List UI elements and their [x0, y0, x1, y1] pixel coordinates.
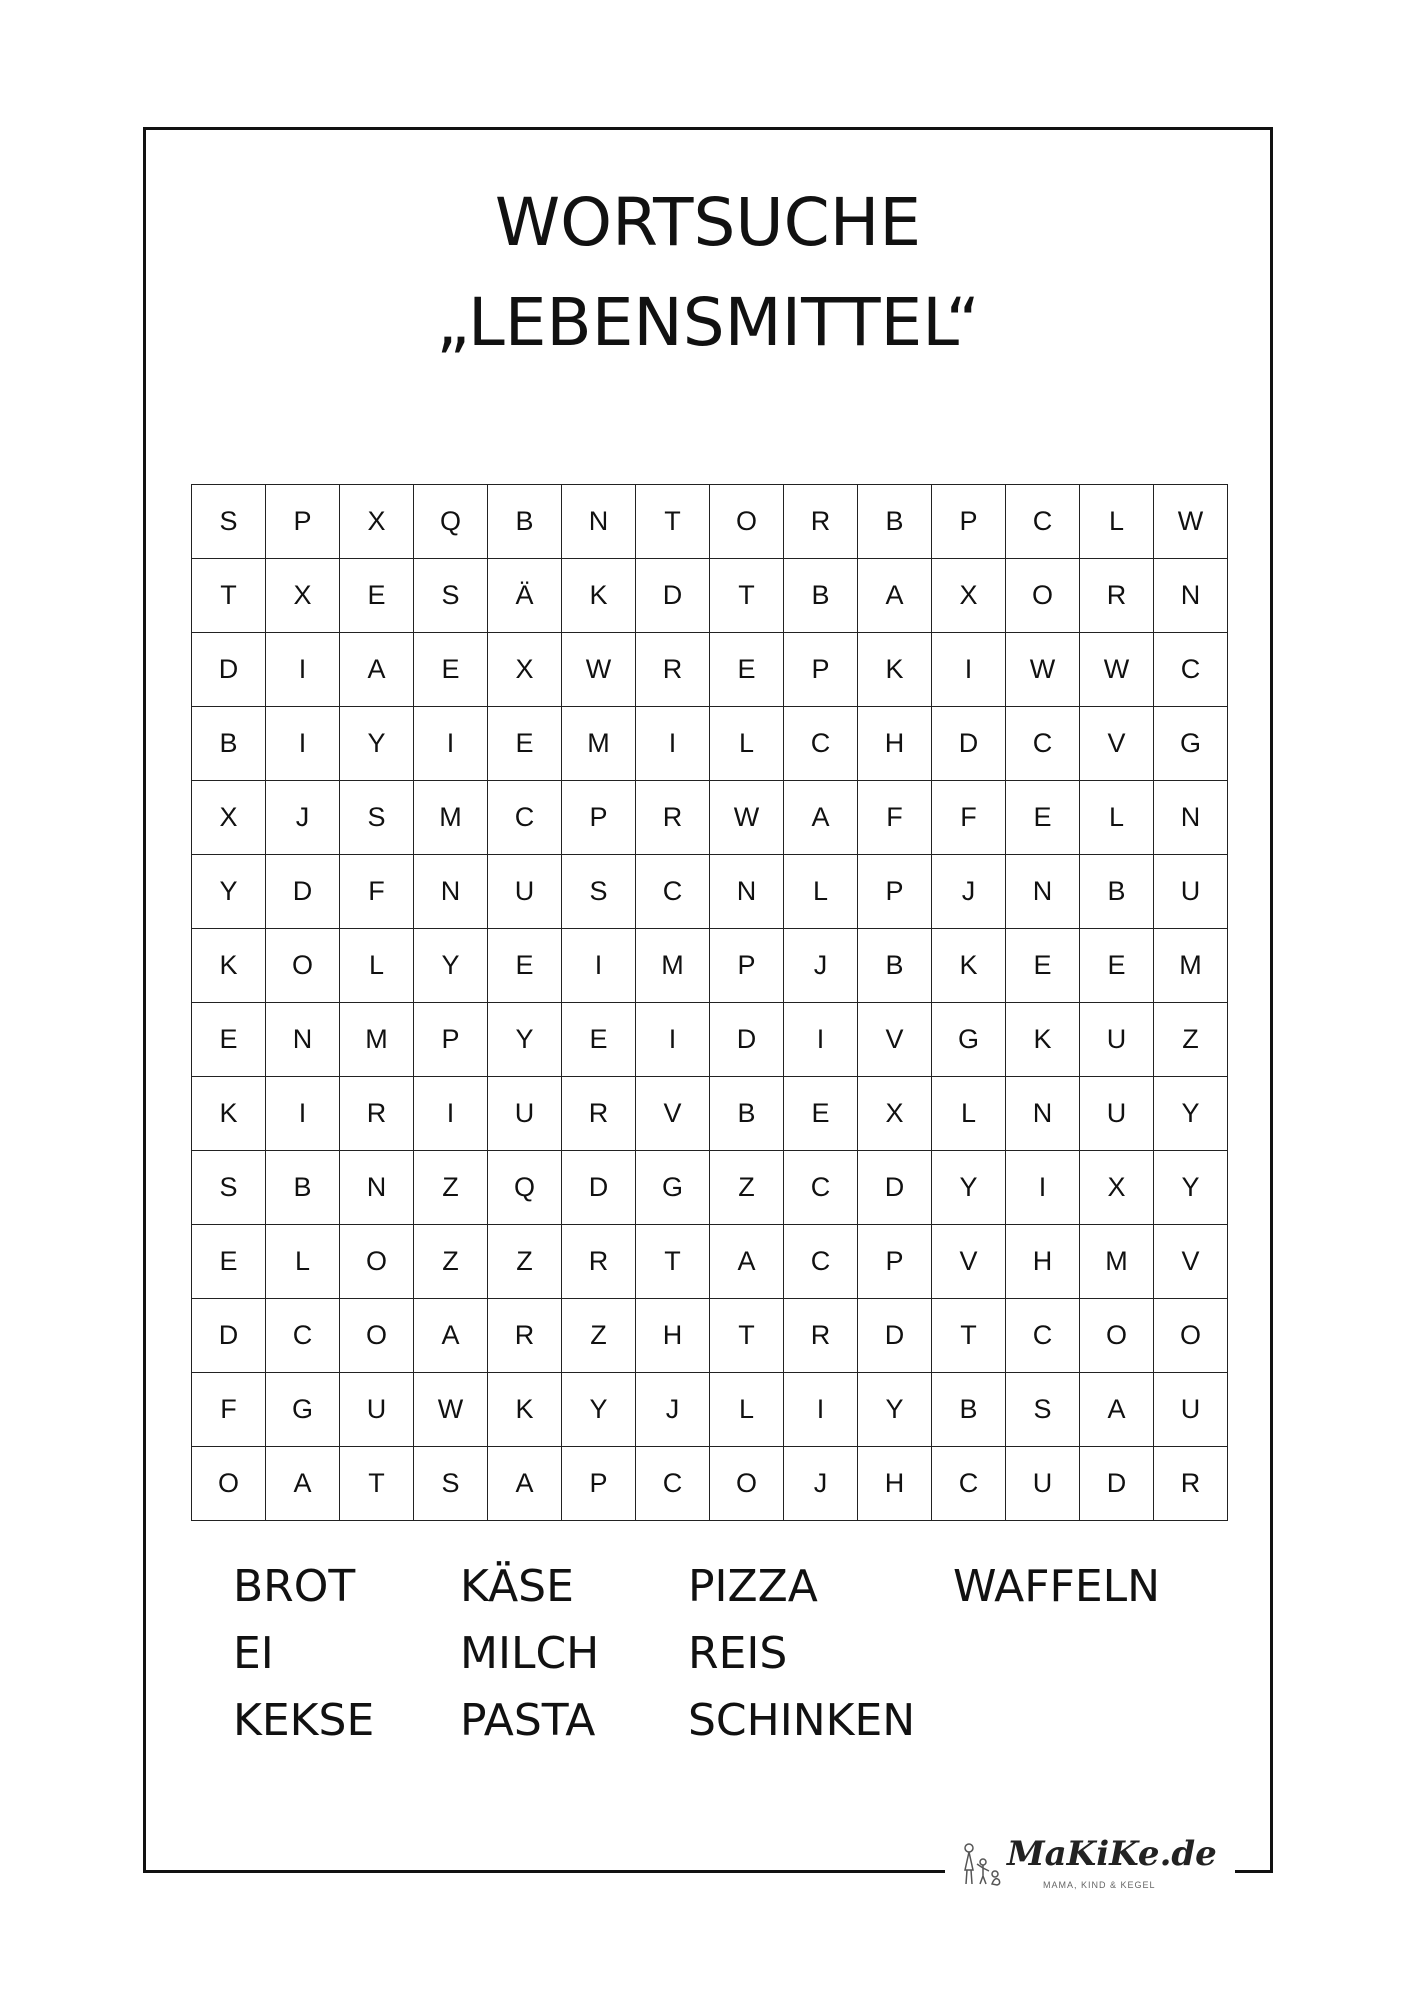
grid-cell: Y: [192, 855, 266, 929]
grid-cell: D: [562, 1151, 636, 1225]
grid-cell: Y: [858, 1373, 932, 1447]
logo-tagline: MAMA, KIND & KEGEL: [1043, 1880, 1156, 1890]
grid-cell: I: [784, 1003, 858, 1077]
word-search-grid: [191, 484, 1228, 1521]
grid-cell: X: [488, 633, 562, 707]
grid-cell: I: [562, 929, 636, 1003]
grid-cell: B: [192, 707, 266, 781]
grid-cell: S: [192, 485, 266, 559]
grid-cell: Z: [1154, 1003, 1228, 1077]
grid-cell: Q: [414, 485, 488, 559]
grid-cell: A: [414, 1299, 488, 1373]
grid-cell: A: [858, 559, 932, 633]
grid-cell: U: [488, 1077, 562, 1151]
grid-cell: R: [636, 781, 710, 855]
grid-cell: M: [414, 781, 488, 855]
grid-cell: K: [932, 929, 1006, 1003]
grid-cell: P: [414, 1003, 488, 1077]
grid-cell: I: [784, 1373, 858, 1447]
grid-cell: K: [192, 929, 266, 1003]
grid-cell: K: [192, 1077, 266, 1151]
page-title: WORTSUCHE: [494, 184, 922, 261]
grid-cell: R: [562, 1225, 636, 1299]
grid-cell: E: [192, 1225, 266, 1299]
grid-cell: M: [340, 1003, 414, 1077]
grid-row: [192, 1003, 1228, 1077]
grid-cell: P: [932, 485, 1006, 559]
grid-cell: D: [710, 1003, 784, 1077]
grid-cell: X: [858, 1077, 932, 1151]
grid-cell: L: [932, 1077, 1006, 1151]
grid-cell: T: [636, 1225, 710, 1299]
grid-cell: V: [932, 1225, 1006, 1299]
grid-cell: C: [1006, 707, 1080, 781]
grid-cell: O: [710, 1447, 784, 1521]
grid-cell: O: [340, 1225, 414, 1299]
grid-cell: D: [192, 633, 266, 707]
grid-cell: O: [1154, 1299, 1228, 1373]
word-list-item: MILCH: [460, 1628, 600, 1679]
grid-cell: M: [1080, 1225, 1154, 1299]
grid-cell: O: [1080, 1299, 1154, 1373]
grid-row: [192, 1299, 1228, 1373]
grid-cell: Y: [340, 707, 414, 781]
grid-cell: S: [192, 1151, 266, 1225]
grid-cell: D: [858, 1299, 932, 1373]
grid-cell: D: [858, 1151, 932, 1225]
grid-cell: M: [636, 929, 710, 1003]
grid-cell: U: [1154, 855, 1228, 929]
grid-cell: D: [192, 1299, 266, 1373]
page-subtitle: „LEBENSMITTEL“: [436, 284, 980, 361]
grid-row: [192, 929, 1228, 1003]
grid-cell: T: [192, 559, 266, 633]
grid-cell: N: [340, 1151, 414, 1225]
grid-cell: X: [932, 559, 1006, 633]
grid-cell: A: [340, 633, 414, 707]
grid-cell: D: [266, 855, 340, 929]
grid-cell: S: [414, 1447, 488, 1521]
word-list-item: PIZZA: [688, 1561, 818, 1612]
grid-cell: C: [488, 781, 562, 855]
grid-cell: C: [784, 707, 858, 781]
grid-cell: N: [1006, 1077, 1080, 1151]
grid-cell: U: [1006, 1447, 1080, 1521]
grid-cell: K: [488, 1373, 562, 1447]
grid-cell: C: [784, 1225, 858, 1299]
grid-cell: Y: [1154, 1077, 1228, 1151]
grid-cell: I: [636, 707, 710, 781]
grid-cell: Z: [710, 1151, 784, 1225]
grid-cell: T: [710, 1299, 784, 1373]
grid-cell: V: [1154, 1225, 1228, 1299]
grid-cell: R: [340, 1077, 414, 1151]
grid-cell: V: [1080, 707, 1154, 781]
grid-cell: G: [636, 1151, 710, 1225]
grid-cell: R: [1154, 1447, 1228, 1521]
grid-cell: M: [1154, 929, 1228, 1003]
grid-cell: V: [636, 1077, 710, 1151]
grid-cell: L: [1080, 781, 1154, 855]
grid-row: [192, 1077, 1228, 1151]
grid-cell: L: [1080, 485, 1154, 559]
grid-cell: I: [414, 707, 488, 781]
grid-cell: W: [1154, 485, 1228, 559]
grid-cell: P: [858, 1225, 932, 1299]
grid-cell: R: [488, 1299, 562, 1373]
grid-cell: W: [414, 1373, 488, 1447]
grid-row: [192, 855, 1228, 929]
grid-cell: B: [932, 1373, 1006, 1447]
grid-cell: N: [1006, 855, 1080, 929]
grid-cell: Z: [414, 1225, 488, 1299]
grid-cell: E: [1080, 929, 1154, 1003]
grid-cell: I: [1006, 1151, 1080, 1225]
grid-cell: I: [636, 1003, 710, 1077]
grid-cell: Y: [488, 1003, 562, 1077]
grid-cell: F: [340, 855, 414, 929]
grid-cell: I: [414, 1077, 488, 1151]
grid-cell: L: [784, 855, 858, 929]
grid-cell: L: [710, 707, 784, 781]
grid-cell: Q: [488, 1151, 562, 1225]
grid-cell: P: [266, 485, 340, 559]
grid-cell: P: [784, 633, 858, 707]
grid-cell: E: [414, 633, 488, 707]
grid-cell: X: [1080, 1151, 1154, 1225]
grid-row: [192, 1225, 1228, 1299]
grid-cell: N: [1154, 559, 1228, 633]
grid-cell: S: [340, 781, 414, 855]
grid-cell: I: [266, 633, 340, 707]
grid-cell: P: [858, 855, 932, 929]
grid-cell: T: [710, 559, 784, 633]
grid-cell: J: [784, 929, 858, 1003]
word-list-item: REIS: [688, 1628, 788, 1679]
grid-cell: R: [1080, 559, 1154, 633]
grid-cell: Y: [562, 1373, 636, 1447]
grid-cell: N: [710, 855, 784, 929]
grid-cell: A: [1080, 1373, 1154, 1447]
grid-cell: G: [266, 1373, 340, 1447]
grid-cell: P: [562, 1447, 636, 1521]
grid-cell: S: [414, 559, 488, 633]
grid-cell: U: [1080, 1077, 1154, 1151]
grid-cell: C: [1006, 485, 1080, 559]
grid-cell: C: [636, 855, 710, 929]
grid-cell: N: [1154, 781, 1228, 855]
grid-row: [192, 781, 1228, 855]
grid-cell: R: [784, 1299, 858, 1373]
word-list-item: KÄSE: [460, 1561, 574, 1612]
grid-cell: E: [784, 1077, 858, 1151]
grid-cell: E: [710, 633, 784, 707]
grid-cell: C: [932, 1447, 1006, 1521]
grid-cell: C: [636, 1447, 710, 1521]
word-list-item: EI: [233, 1628, 274, 1679]
grid-cell: U: [340, 1373, 414, 1447]
grid-cell: N: [266, 1003, 340, 1077]
grid-cell: L: [340, 929, 414, 1003]
grid-cell: X: [266, 559, 340, 633]
grid-cell: D: [636, 559, 710, 633]
grid-cell: B: [488, 485, 562, 559]
grid-cell: Y: [932, 1151, 1006, 1225]
grid-cell: O: [340, 1299, 414, 1373]
grid-cell: H: [858, 707, 932, 781]
grid-cell: C: [1154, 633, 1228, 707]
grid-cell: T: [932, 1299, 1006, 1373]
grid-cell: Z: [562, 1299, 636, 1373]
grid-cell: B: [858, 929, 932, 1003]
grid-cell: L: [266, 1225, 340, 1299]
grid-cell: E: [562, 1003, 636, 1077]
grid-cell: J: [266, 781, 340, 855]
grid-cell: F: [192, 1373, 266, 1447]
grid-row: [192, 1373, 1228, 1447]
grid-cell: E: [1006, 929, 1080, 1003]
grid-cell: S: [1006, 1373, 1080, 1447]
logo: [945, 1832, 1235, 1902]
grid-cell: B: [858, 485, 932, 559]
grid-cell: O: [710, 485, 784, 559]
grid-cell: B: [784, 559, 858, 633]
grid-cell: Ä: [488, 559, 562, 633]
grid-cell: A: [266, 1447, 340, 1521]
grid-cell: J: [932, 855, 1006, 929]
grid-cell: A: [784, 781, 858, 855]
grid-cell: Y: [1154, 1151, 1228, 1225]
logo-wordmark: MaKiKe.de: [1007, 1834, 1217, 1874]
grid-row: [192, 1151, 1228, 1225]
grid-cell: E: [192, 1003, 266, 1077]
grid-cell: H: [636, 1299, 710, 1373]
grid-cell: K: [562, 559, 636, 633]
grid-cell: X: [192, 781, 266, 855]
grid-cell: E: [488, 707, 562, 781]
grid-cell: W: [562, 633, 636, 707]
grid-cell: U: [1080, 1003, 1154, 1077]
grid-cell: D: [1080, 1447, 1154, 1521]
grid-cell: T: [340, 1447, 414, 1521]
grid-row: [192, 633, 1228, 707]
grid-cell: O: [1006, 559, 1080, 633]
grid-row: [192, 1447, 1228, 1521]
grid-row: [192, 559, 1228, 633]
word-list-item: WAFFELN: [953, 1561, 1161, 1612]
grid-cell: D: [932, 707, 1006, 781]
grid-cell: O: [192, 1447, 266, 1521]
grid-cell: P: [562, 781, 636, 855]
grid-cell: H: [858, 1447, 932, 1521]
grid-cell: W: [710, 781, 784, 855]
grid-cell: I: [932, 633, 1006, 707]
grid-cell: N: [414, 855, 488, 929]
grid-cell: R: [784, 485, 858, 559]
grid-cell: R: [636, 633, 710, 707]
grid-cell: W: [1006, 633, 1080, 707]
grid-cell: B: [1080, 855, 1154, 929]
grid-cell: E: [340, 559, 414, 633]
grid-cell: O: [266, 929, 340, 1003]
word-list-item: SCHINKEN: [688, 1695, 916, 1746]
word-list-item: KEKSE: [233, 1695, 375, 1746]
word-list-item: BROT: [233, 1561, 356, 1612]
grid-cell: N: [562, 485, 636, 559]
grid-row: [192, 707, 1228, 781]
grid-cell: G: [932, 1003, 1006, 1077]
grid-cell: A: [488, 1447, 562, 1521]
grid-cell: P: [710, 929, 784, 1003]
grid-cell: L: [710, 1373, 784, 1447]
grid-cell: T: [636, 485, 710, 559]
grid-cell: K: [1006, 1003, 1080, 1077]
grid-cell: E: [1006, 781, 1080, 855]
grid-cell: W: [1080, 633, 1154, 707]
word-list-item: PASTA: [460, 1695, 596, 1746]
grid-cell: B: [266, 1151, 340, 1225]
grid-cell: C: [1006, 1299, 1080, 1373]
grid-cell: E: [488, 929, 562, 1003]
grid-cell: X: [340, 485, 414, 559]
grid-cell: G: [1154, 707, 1228, 781]
grid-cell: I: [266, 1077, 340, 1151]
grid-cell: F: [858, 781, 932, 855]
grid-cell: J: [784, 1447, 858, 1521]
grid-cell: A: [710, 1225, 784, 1299]
grid-cell: U: [488, 855, 562, 929]
grid-cell: M: [562, 707, 636, 781]
grid-cell: R: [562, 1077, 636, 1151]
grid-cell: K: [858, 633, 932, 707]
grid-cell: J: [636, 1373, 710, 1447]
grid-cell: H: [1006, 1225, 1080, 1299]
family-silhouette-icon: [959, 1840, 1009, 1890]
grid-cell: F: [932, 781, 1006, 855]
grid-cell: U: [1154, 1373, 1228, 1447]
grid-cell: C: [266, 1299, 340, 1373]
grid-cell: Z: [488, 1225, 562, 1299]
grid-cell: C: [784, 1151, 858, 1225]
grid-cell: S: [562, 855, 636, 929]
grid-cell: Y: [414, 929, 488, 1003]
grid-cell: I: [266, 707, 340, 781]
grid-cell: V: [858, 1003, 932, 1077]
grid-cell: B: [710, 1077, 784, 1151]
grid-cell: Z: [414, 1151, 488, 1225]
grid-row: [192, 485, 1228, 559]
